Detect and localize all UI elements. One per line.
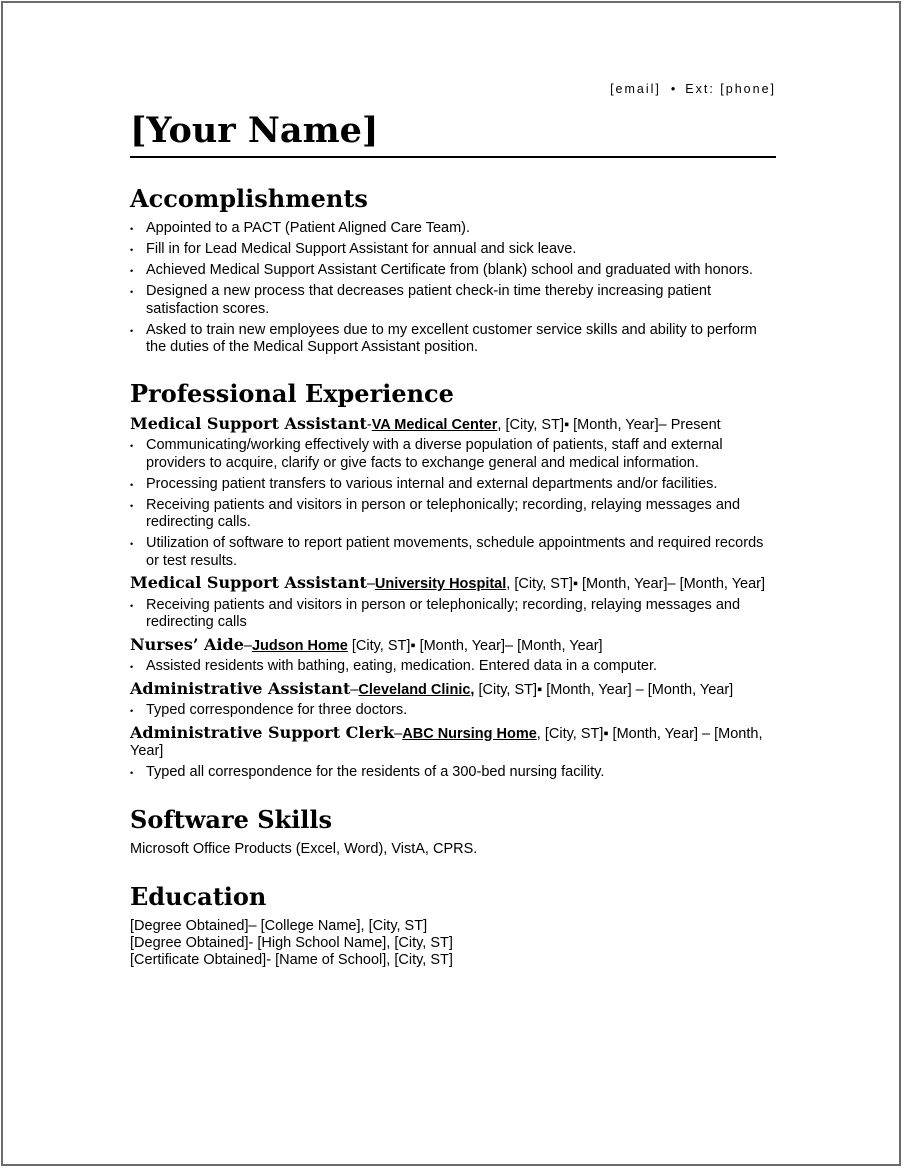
job-dash: – [350, 681, 359, 698]
job-header [130, 724, 776, 761]
job-title: Administrative Support Clerk [130, 722, 395, 742]
list-item: • Typed all correspondence for the residents of a 300-bed nursing facility. [130, 764, 776, 782]
list-item: • Fill in for Lead Medical Support Assistant for annual and sick leave. [130, 241, 776, 259]
job-dash: – [366, 576, 375, 592]
software-skills-text: Microsoft Office Products (Excel, Word), VistA, CPRS. [130, 841, 478, 857]
list-item: • Receiving patients and visitors in person or telephonically; recording, relaying messages and redirecting calls. [130, 497, 776, 532]
job-title: Medical Support Assistant [130, 573, 367, 592]
education-line: [Certificate Obtained]- [Name of School], [City, ST] [130, 952, 453, 968]
job-employer: Judson Home [251, 637, 348, 654]
job-title: Administrative Assistant [130, 678, 351, 698]
software-skills-heading: Software Skills [130, 805, 333, 834]
job-details: [City, ST]▪ [Month, Year]– [Month, Year] [347, 637, 603, 654]
job-employer: VA Medical Center [371, 416, 498, 433]
job-details: , [City, ST]▪ [Month, Year] – [Month, Year] [130, 725, 763, 759]
list-item: • Receiving patients and visitors in person or telephonically; recording, relaying messages and redirecting calls [130, 597, 776, 632]
job-duties-list [130, 764, 776, 782]
education-line: [Degree Obtained]- [High School Name], [City, ST] [130, 935, 453, 951]
job-title: Nurses’ Aide [130, 634, 244, 654]
list-item: • Designed a new process that decreases patient check-in time thereby increasing patient satisfaction scores. [130, 283, 776, 318]
education-list [130, 918, 776, 969]
list-item: • Achieved Medical Support Assistant Certificate from (blank) school and graduated with honors. [130, 262, 776, 280]
experience-heading: Professional Experience [130, 378, 454, 408]
contact-line [130, 80, 776, 98]
job-employer: ABC Nursing Home [402, 725, 537, 742]
job-employer: University Hospital [374, 576, 507, 592]
job-dash: – [243, 637, 252, 654]
job-duties-list [130, 597, 776, 632]
list-item: • Utilization of software to report patient movements, schedule appointments and required records or test results. [130, 535, 776, 570]
job-duties-list [130, 658, 776, 676]
list-item: • Processing patient transfers to various internal and external departments and/or facilities. [130, 476, 776, 494]
accomplishments-heading: Accomplishments [130, 184, 368, 213]
job-details: , [City, ST]▪ [Month, Year]– Present [497, 416, 721, 433]
contact-email: [email] [610, 82, 661, 96]
job-duties-list [130, 702, 776, 720]
resume-document [130, 80, 776, 969]
job-header [130, 680, 776, 700]
job-dash: - [366, 416, 372, 433]
job-header [130, 574, 776, 594]
job-details: [City, ST]▪ [Month, Year] – [Month, Year] [474, 681, 734, 698]
job-details: , [City, ST]▪ [Month, Year]– [Month, Year] [506, 576, 766, 592]
job-duties-list [130, 437, 776, 570]
list-item: • Appointed to a PACT (Patient Aligned Care Team). [130, 220, 776, 238]
job-header [130, 415, 776, 435]
education-heading: Education [130, 882, 267, 911]
list-item: • Asked to train new employees due to my excellent customer service skills and ability to perform the duties of the Medical Support Assistant position. [130, 322, 776, 357]
accomplishments-list [130, 220, 776, 357]
job-employer: Cleveland Clinic, [358, 681, 475, 698]
contact-separator: • [670, 82, 676, 96]
resume-name: [Your Name] [130, 110, 776, 158]
education-line: [Degree Obtained]– [College Name], [City, ST] [130, 918, 428, 934]
list-item: • Assisted residents with bathing, eating, medication. Entered data in a computer. [130, 658, 776, 676]
list-item: • Communicating/working effectively with a diverse population of patients, staff and external providers to acquire, clarify or give facts to exchange general and medical information. [130, 437, 776, 472]
job-title: Medical Support Assistant [130, 413, 367, 433]
list-item: • Typed correspondence for three doctors. [130, 702, 776, 720]
job-dash: – [394, 725, 403, 742]
job-header [130, 636, 776, 656]
contact-phone: Ext: [phone] [685, 82, 776, 96]
